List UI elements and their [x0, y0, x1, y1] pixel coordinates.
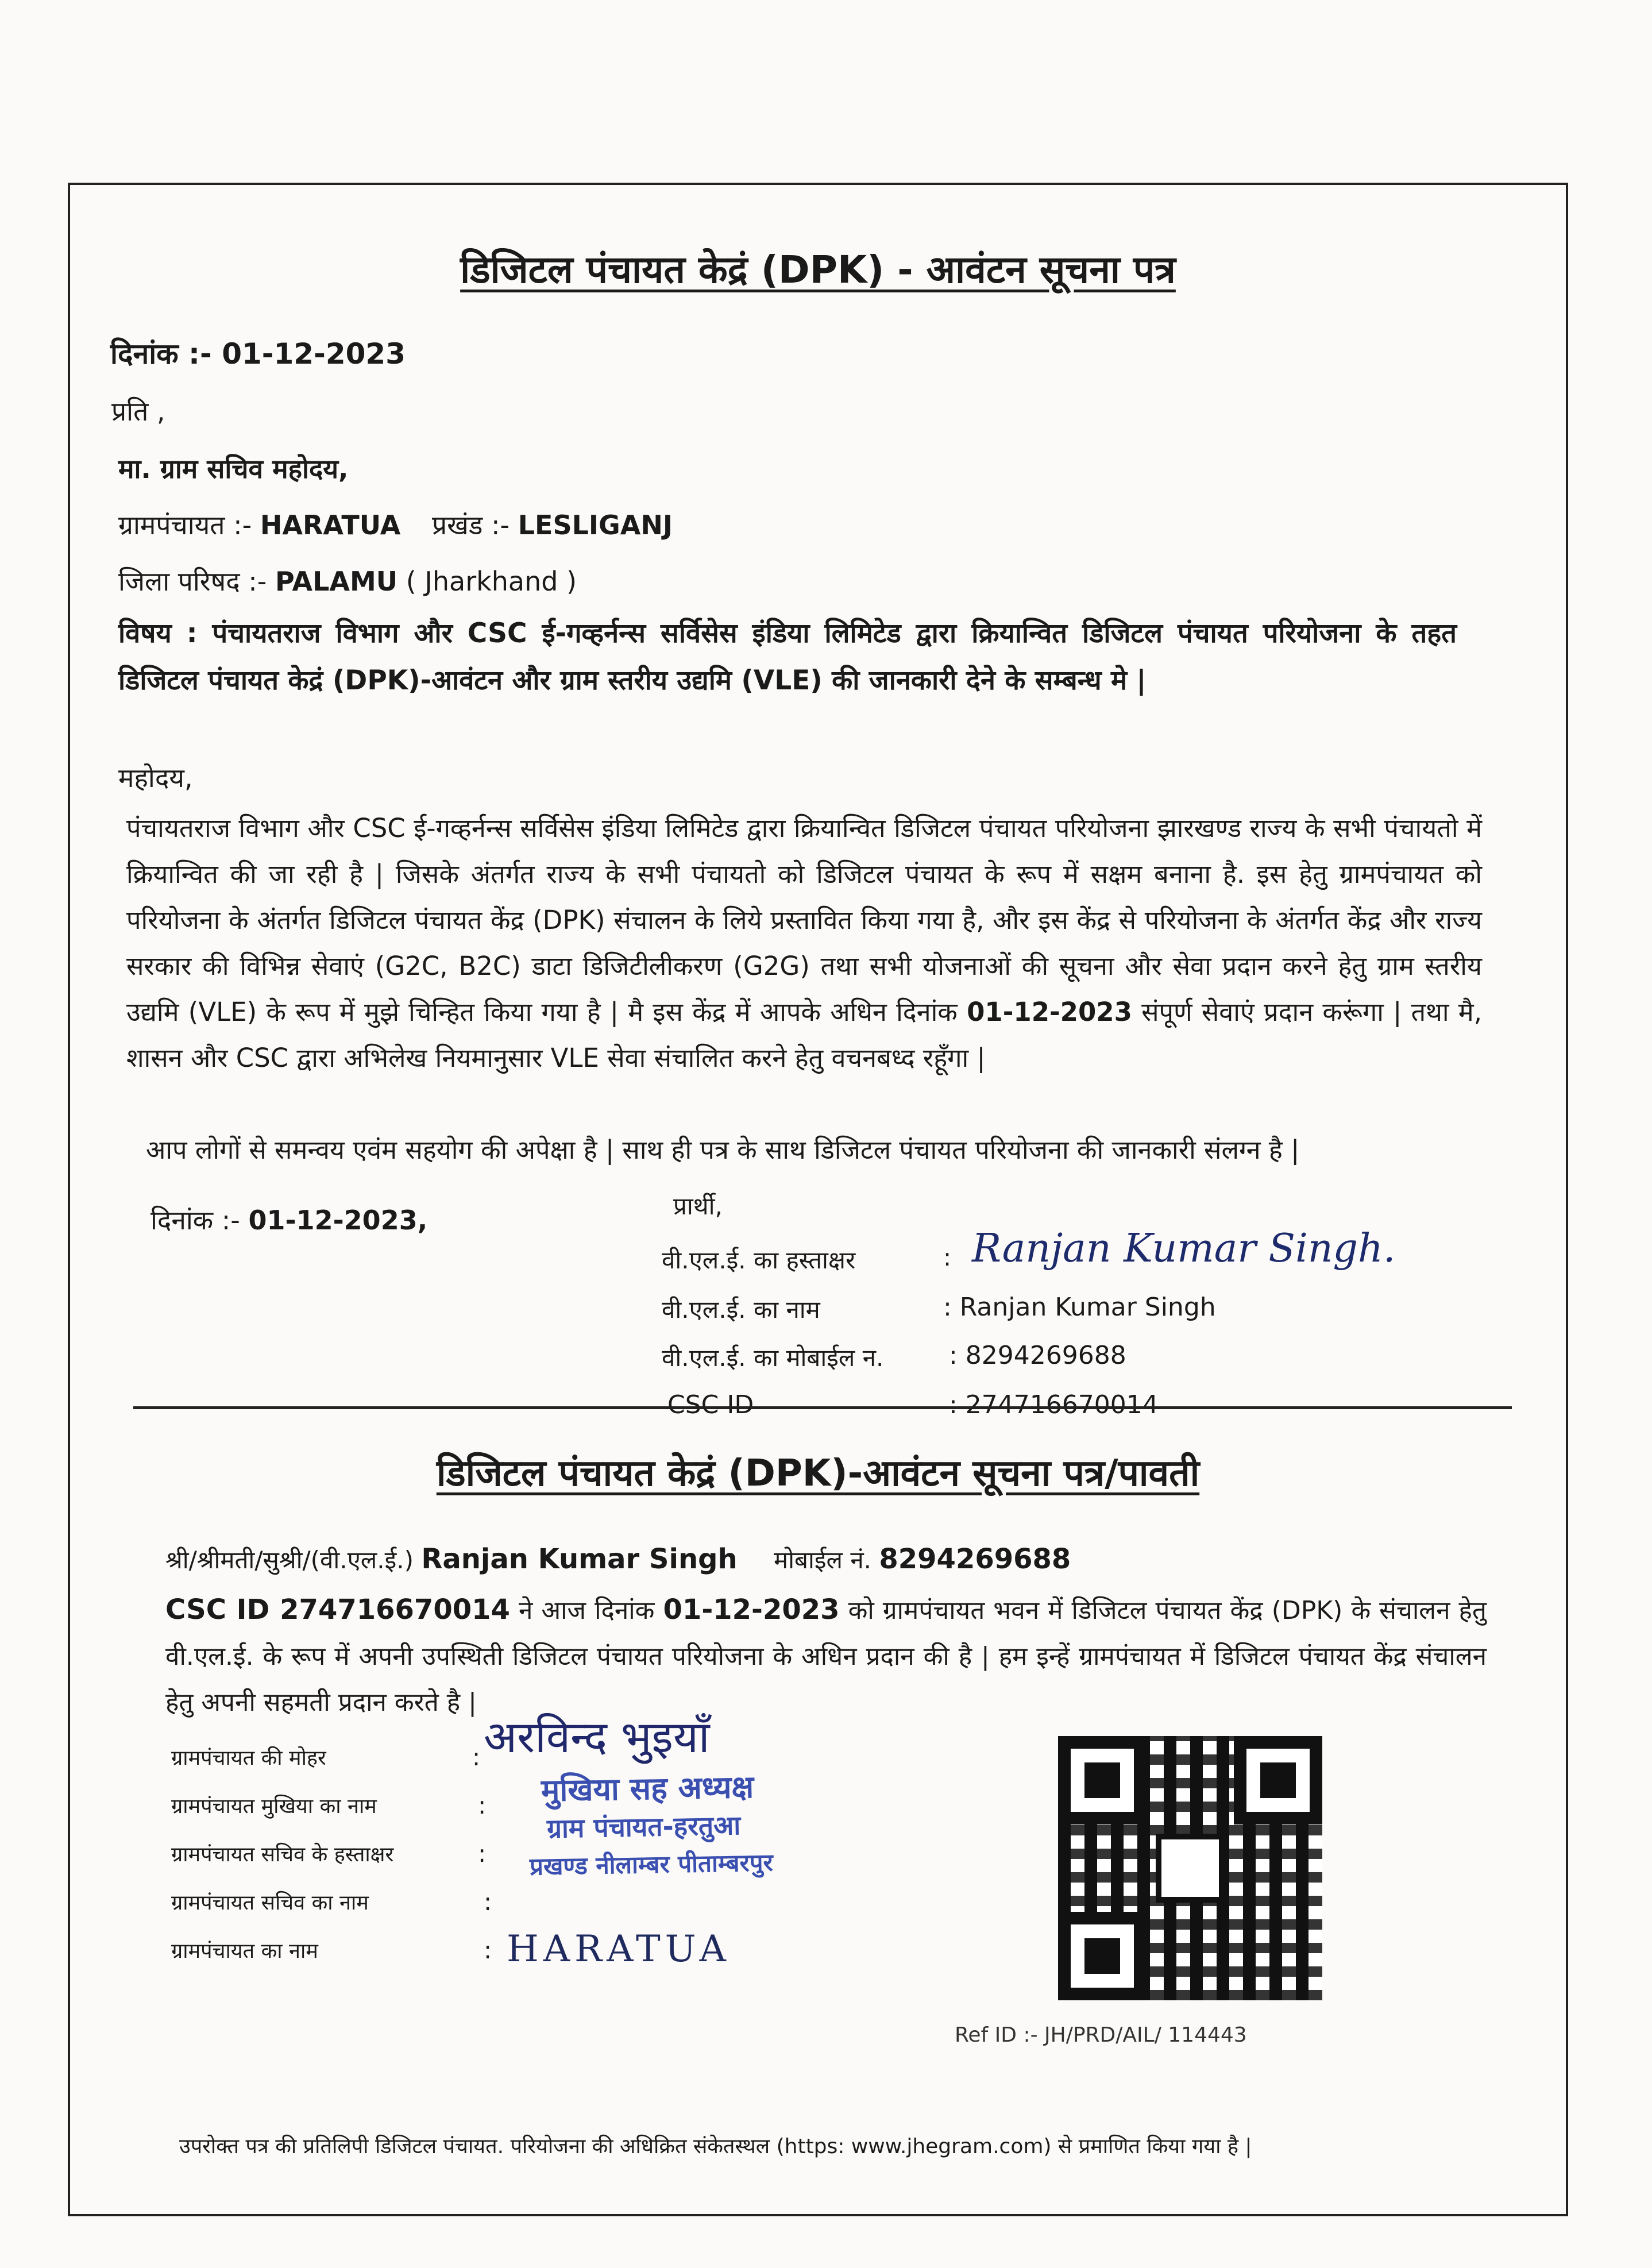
handwritten-gp-name: HARATUA	[507, 1928, 731, 1970]
csc-id-label: CSC ID	[667, 1390, 754, 1420]
stamp-line-1: मुखिया सह अध्यक्ष	[541, 1768, 754, 1809]
block-value: LESLIGANJ	[518, 510, 673, 541]
applicant-label: प्रार्थी,	[673, 1192, 723, 1220]
vle-name-label: वी.एल.ई. का नाम	[662, 1295, 820, 1324]
receipt-title: डिजिटल पंचायत केद्रं (DPK)-आवंटन सूचना पत्र/पावती	[436, 1452, 1200, 1495]
vle-mobile-value: : 8294269688	[949, 1341, 1126, 1370]
to-line: प्रति ,	[111, 396, 165, 427]
field-secretary-name-label: ग्रामपंचायत सचिव का नाम	[171, 1891, 369, 1915]
receipt-vle-name: Ranjan Kumar Singh	[421, 1543, 738, 1575]
receipt-mobile-label: मोबाईल नं.	[774, 1546, 871, 1574]
receipt-mobile: 8294269688	[879, 1543, 1071, 1575]
vle-sign-colon: :	[943, 1243, 952, 1271]
sign-date-value: 01-12-2023,	[248, 1205, 428, 1236]
date-label: दिनांक :-	[110, 337, 212, 371]
district-label: जिला परिषद :-	[118, 566, 267, 597]
footer-note: उपरोक्त पत्र की प्रतिलिपी डिजिटल पंचायत. परियोजना की अधिक्रित संकेतस्थल (https: www.jhegram.com) से प्रमाणित किया गया है |	[179, 2135, 1252, 2158]
mukhiya-handwritten-signature: अरविन्द भुइयाँ	[484, 1711, 710, 1762]
receipt-text-1: ने आज दिनांक	[518, 1596, 655, 1625]
gp-label: ग्रामपंचायत :-	[118, 510, 252, 541]
stamp-line-3: प्रखण्ड नीलाम्बर पीताम्बरपुर	[529, 1848, 774, 1881]
body-text-2: संपूर्ण सेवाएं प्रदान करूंगा | तथा मै, शासन और CSC द्वारा अभिलेख नियमानुसार VLE सेवा संचालित करने हेतु वचनबध्द रहूँगा |	[126, 997, 1482, 1073]
district-line	[118, 563, 577, 599]
qr-finder-bottom-left-icon	[1058, 1912, 1147, 2000]
state-value: ( Jharkhand )	[406, 566, 577, 597]
vle-sign-label: वी.एल.ई. का हस्ताक्षर	[662, 1246, 856, 1274]
receipt-text-2: को ग्रामपंचायत भवन में डिजिटल पंचायत केंद्र (DPK) के संचालन हेतु वी.एल.ई. के रूप में अपनी उपस्थिती डिजिटल पंचायत परियोजना के अधिन प्रदान की है | हम इन्हें ग्रामपंचायत में डिजिटल पंचायत केंद्र संचालन हेतु अपनी सहमती प्रदान करते है |	[165, 1596, 1487, 1717]
date-value: 01-12-2023	[222, 337, 406, 371]
block-label: प्रखंड :-	[431, 510, 510, 541]
vle-mobile-label: वी.एल.ई. का मोबाईल न.	[662, 1344, 884, 1372]
document-sheet	[68, 183, 1568, 2216]
salutation: महोदय,	[118, 762, 193, 793]
field-secretary-name-colon: :	[484, 1888, 492, 1916]
field-gp-name-colon: :	[484, 1936, 492, 1964]
field-mukhiya-name-colon: :	[478, 1791, 487, 1819]
receipt-honorific: श्री/श्रीमती/सुश्री/(वी.एल.ई.)	[165, 1546, 414, 1574]
sign-date-line	[150, 1202, 427, 1237]
qr-finder-top-right-icon	[1234, 1736, 1322, 1825]
body-text-1: पंचायतराज विभाग और CSC ई-गव्हर्नन्स सर्विसेस इंडिया लिमिटेड द्वारा क्रियान्वित डिजिटल पंचायत परियोजना झारखण्ड राज्य के सभी पंचायतो में क्रियान्वित की जा रही है | जिसके अंतर्गत राज्य के सभी पंचायतो को डिजिटल पंचायत के रूप में सक्षम बनाना है. इस हेतु ग्रामपंचायत को परियोजना के अंतर्गत डिजिटल पंचायत केंद्र (DPK) संचालन के लिये प्रस्तावित किया गया है, और इस केंद्र से परियोजना के अंतर्गत केंद्र और राज्य सरकार की विभिन्न सेवाएं (G2C, B2C) डाटा डिजिटीलीकरण (G2G) तथा सभी योजनाओं की सूचना और सेवा प्रदान करने हेतु ग्राम स्तरीय उद्यमि (VLE) के रूप में मुझे चिन्हित किया गया है | मै इस केंद्र में आपके अधिन दिनांक	[126, 813, 1482, 1027]
field-secretary-sign-label: ग्रामपंचायत सचिव के हस्ताक्षर	[171, 1843, 394, 1866]
ref-id: Ref ID :- JH/PRD/AIL/ 114443	[955, 2023, 1247, 2047]
district-value: PALAMU	[275, 566, 398, 597]
vle-name-value: : Ranjan Kumar Singh	[943, 1293, 1216, 1322]
gp-line	[118, 507, 673, 542]
field-gp-seal-colon: :	[472, 1743, 481, 1771]
notice-title: डिजिटल पंचायत केद्रं (DPK) - आवंटन सूचना पत्र	[460, 248, 1176, 292]
qr-finder-top-left-icon	[1058, 1736, 1147, 1825]
body-paragraph	[126, 805, 1482, 1081]
notice-date-line	[110, 333, 406, 372]
closing-paragraph: आप लोगों से समन्वय एवंम सहयोग की अपेक्षा है | साथ ही पत्र के साथ डिजिटल पंचायत परियोजना की जानकारी संलग्न है |	[146, 1135, 1300, 1165]
field-gp-seal-label: ग्रामपंचायत की मोहर	[171, 1746, 326, 1770]
receipt-paragraph	[165, 1587, 1487, 1726]
stamp-line-2: ग्राम पंचायत-हरतुआ	[546, 1810, 741, 1844]
receipt-csc-id: CSC ID 274716670014	[165, 1594, 510, 1626]
addressee-line: मा. ग्राम सचिव महोदय,	[118, 453, 349, 484]
receipt-name-line	[165, 1543, 1071, 1576]
vle-handwritten-signature: Ranjan Kumar Singh.	[972, 1226, 1396, 1271]
field-mukhiya-name-label: ग्रामपंचायत मुखिया का नाम	[171, 1795, 377, 1818]
gp-value: HARATUA	[260, 510, 401, 541]
receipt-date: 01-12-2023	[663, 1594, 840, 1626]
qr-center-icon	[1156, 1834, 1225, 1903]
field-gp-name-label: ग्रामपंचायत का नाम	[171, 1939, 318, 1963]
field-secretary-sign-colon: :	[478, 1839, 487, 1868]
section-divider	[133, 1406, 1512, 1409]
sign-date-label: दिनांक :-	[150, 1205, 240, 1236]
body-date: 01-12-2023	[967, 997, 1132, 1027]
csc-id-value: : 274716670014	[949, 1390, 1159, 1420]
qr-code-icon	[1058, 1736, 1322, 2000]
subject-paragraph: विषय : पंचायतराज विभाग और CSC ई-गव्हर्नन्स सर्विसेस इंडिया लिमिटेड द्वारा क्रियान्वित डिजिटल पंचायत परियोजना के तहत डिजिटल पंचायत केद्रं (DPK)-आवंटन और ग्राम स्तरीय उद्यमि (VLE) की जानकारी देने के सम्बन्ध मे |	[118, 618, 1457, 696]
